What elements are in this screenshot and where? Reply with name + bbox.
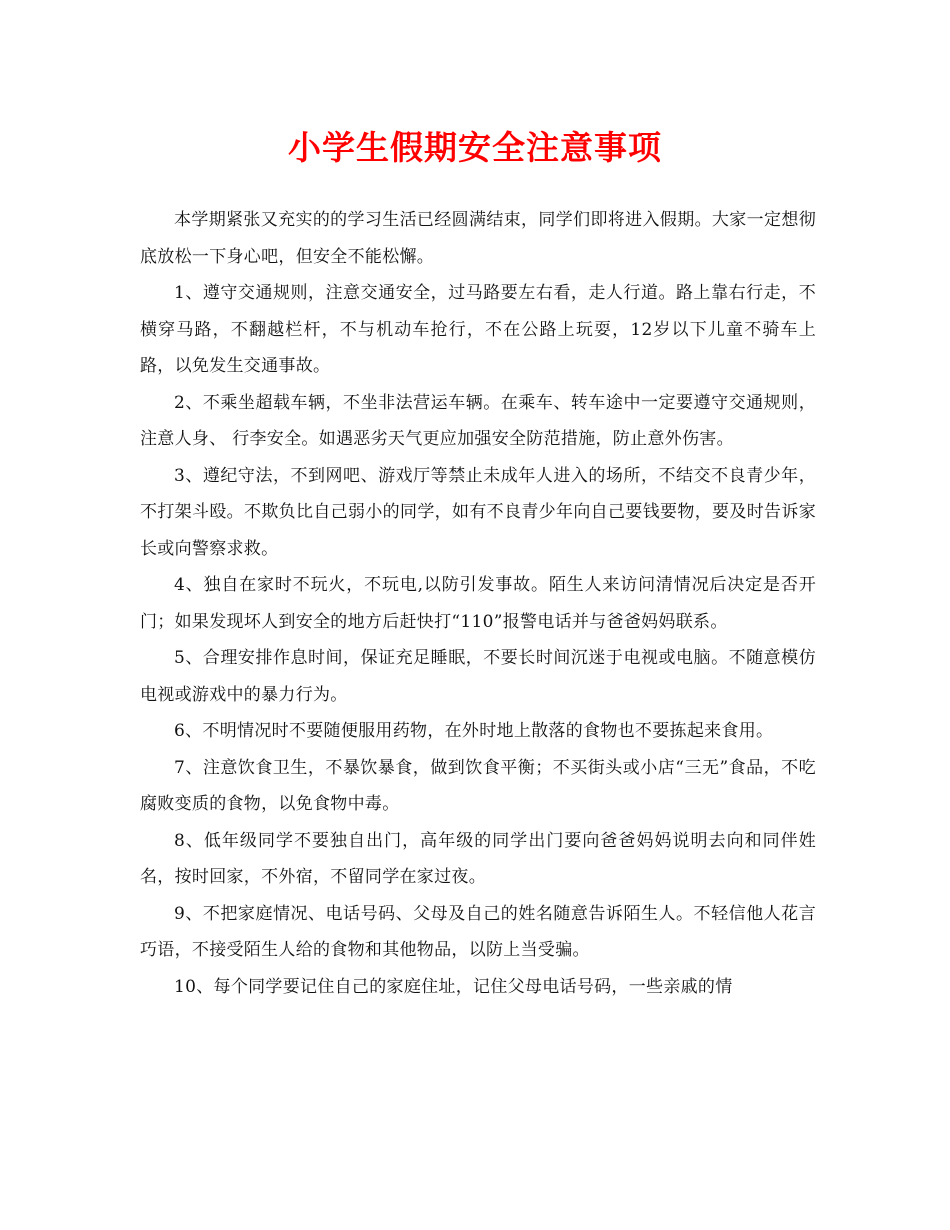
- page-title: 小学生假期安全注意事项: [288, 128, 662, 167]
- paragraph-item-1: 1、遵守交通规则，注意交通安全，过马路要左右看，走人行道。路上靠右行走，不横穿马路，不翻越栏杆，不与机动车抢行，不在公路上玩耍，12岁以下儿童不骑车上路，以免发生交通事故。: [140, 283, 816, 376]
- paragraph-item-4: 4、独自在家时不玩火，不玩电,以防引发事故。陌生人来访问清情况后决定是否开门；如果发现坏人到安全的地方后赶快打“110”报警电话并与爸爸妈妈联系。: [140, 575, 816, 632]
- paragraph-intro: 本学期紧张又充实的的学习生活已经圆满结束，同学们即将进入假期。大家一定想彻底放松一下身心吧，但安全不能松懈。: [140, 210, 816, 267]
- document-body: [140, 202, 816, 1005]
- paragraph-item-10: 10、每个同学要记住自己的家庭住址，记住父母电话号码，一些亲戚的情: [174, 976, 733, 997]
- paragraph-item-2: 2、不乘坐超载车辆，不坐非法营运车辆。在乘车、转车途中一定要遵守交通规则，注意人身、 行李安全。如遇恶劣天气更应加强安全防范措施，防止意外伤害。: [140, 392, 816, 449]
- paragraph-item-3: 3、遵纪守法，不到网吧、游戏厅等禁止未成年人进入的场所，不结交不良青少年，不打架斗殴。不欺负比自己弱小的同学，如有不良青少年向自己要钱要物，要及时告诉家长或向警察求救。: [140, 465, 816, 559]
- paragraph-item-9: 9、不把家庭情况、电话号码、父母及自己的姓名随意告诉陌生人。不轻信他人花言巧语，不接受陌生人给的食物和其他物品，以防上当受骗。: [140, 903, 816, 960]
- paragraph-item-7: 7、注意饮食卫生，不暴饮暴食，做到饮食平衡；不买街头或小店“三无”食品，不吃腐败变质的食物，以免食物中毒。: [140, 757, 816, 814]
- paragraph-item-5: 5、合理安排作息时间，保证充足睡眠，不要长时间沉迷于电视或电脑。不随意模仿电视或游戏中的暴力行为。: [140, 648, 816, 705]
- paragraph-item-6: 6、不明情况时不要随便服用药物，在外时地上散落的食物也不要拣起来食用。: [174, 721, 774, 741]
- paragraph-item-8: 8、低年级同学不要独自出门，高年级的同学出门要向爸爸妈妈说明去向和同伴姓名，按时回家，不外宿，不留同学在家过夜。: [140, 830, 816, 887]
